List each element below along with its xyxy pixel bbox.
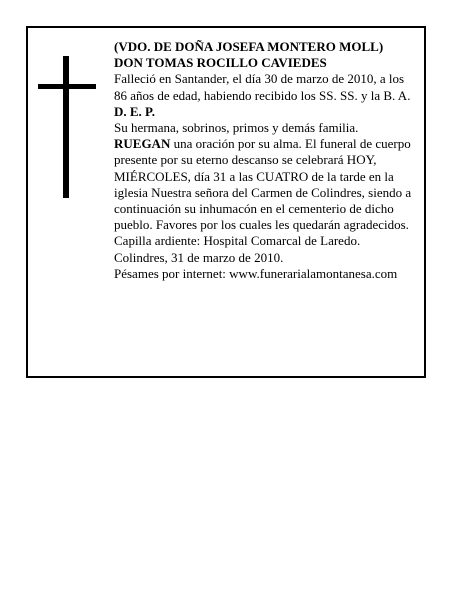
cross-horizontal-bar [38, 84, 96, 89]
death-info: Falleció en Santander, el día 30 de marzo de 2010, a los 86 años de edad, habiendo recibido los SS. SS. y la B. A. [114, 71, 411, 103]
condolences-line: Pésames por internet: www.funerarialamontanesa.com [114, 265, 398, 281]
funeral-request [114, 136, 420, 249]
notice-body [114, 39, 420, 282]
request-text: una oración por su alma. El funeral de cuerpo presente por su eterno descanso se celebrará HOY, MIÉRCOLES, día 31 a las CUATRO de la tarde en la iglesia Nuestra señora del Carmen de Colindres, siendo a continuación su inhumacón en el cementerio de dicho pueblo. Favores por los cuales les quedarán agradecidos. Capilla ardiente: Hospital Comarcal de Laredo. [114, 136, 412, 249]
place-date: Colindres, 31 de marzo de 2010. [114, 249, 284, 265]
family-line: Su hermana, sobrinos, primos y demás familia. [114, 120, 359, 136]
request-keyword: RUEGAN [114, 136, 171, 152]
obituary-notice [26, 26, 426, 378]
cross-icon [38, 56, 96, 198]
cross-vertical-bar [63, 56, 69, 198]
deceased-name: DON TOMAS ROCILLO CAVIEDES [114, 55, 327, 71]
dep-line: D. E. P. [114, 103, 156, 119]
widow-line: (VDO. DE DOÑA JOSEFA MONTERO MOLL) [114, 39, 384, 54]
